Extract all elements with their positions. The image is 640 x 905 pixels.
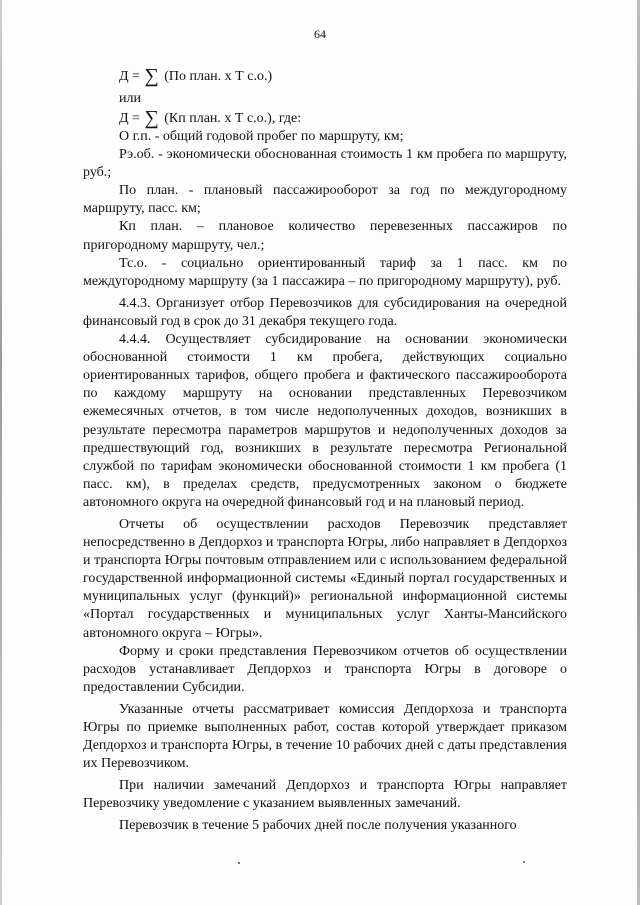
formula-lhs: Д = (119, 111, 140, 126)
paragraph-reports-submission: Отчеты об осуществлении расходов Перевозчик представляет непосредственно в Депдорхоз и транспорта Югры, либо направляет в Депдорхоз и транспорта Югры почтовым отправлением или с использованием федеральной государственной информационной системы «Единый портал государственных и муниципальных услуг (функций)» региональной информационной системы «Портал государственных и муниципальных услуг Ханты-Мансийского автономного округа – Югры». (83, 516, 567, 641)
definition-re-ob: Рэ.об. - экономически обоснованная стоимость 1 км пробега по маршруту, руб.; (83, 147, 567, 181)
page-number: 64 (314, 27, 326, 41)
definition-og-p: О г.п. - общий годовой пробег по маршруту, км; (119, 129, 404, 144)
formula-rhs: (По план. х Т с.о.) (164, 69, 273, 84)
paragraph-report-form: Форму и сроки представления Перевозчиком отчетов об осуществлении расходов устанавливает Депдорхоз и транспорта Югры в договоре о предоставлении Субсидии. (83, 643, 567, 695)
formula-lhs: Д = (119, 69, 140, 84)
scan-edge-left (0, 0, 2, 905)
scan-speck (238, 862, 240, 864)
formula-passenger-km (119, 66, 272, 86)
sum-symbol: ∑ (144, 65, 159, 87)
scan-speck (523, 861, 525, 863)
definition-kp-plan: Кп план. – плановое количество перевезенных пассажиров по пригородному маршруту, чел.; (83, 219, 567, 253)
sum-symbol: ∑ (144, 107, 159, 129)
formula-or-text: или (119, 91, 141, 106)
paragraph-carrier-deadline: Перевозчик в течение 5 рабочих дней после получения указанного (119, 818, 517, 834)
formula-rhs: (Кп план. х Т с.о.), где: (164, 111, 302, 126)
clause-4-4-3: 4.4.3. Организует отбор Перевозчиков для субсидирования на очередной финансовый год в срок до 31 декабря текущего года. (83, 295, 567, 329)
paragraph-remarks: При наличии замечаний Депдорхоз и транспорта Югры направляет Перевозчику уведомление с указанием выявленных замечаний. (83, 778, 567, 812)
formula-passengers (119, 108, 301, 128)
clause-4-4-4: 4.4.4. Осуществляет субсидирование на основании экономически обоснованной стоимости 1 км пробега, действующих социально ориентированных тарифов, общего пробега и фактического пассажирооборота по каждому маршруту на основании представленных Перевозчиком ежемесячных отчетов, в том числе недополученных доходов, возникших в результате пересмотра параметров маршрутов и недополученных доходов за предшествующий год, возникших в результате пересмотра Региональной службой по тарифам экономически обоснованной стоимости 1 км пробега (1 пасс. км), в пределах средств, предусмотренных законом о бюджете автономного округа на очередной финансовый год и на плановый период. (83, 332, 567, 510)
paragraph-report-review: Указанные отчеты рассматривает комиссия Депдорхоза и транспорта Югры по приемке выполненных работ, состав которой утверждает приказом Депдорхоз и транспорта Югры, в течение 10 рабочих дней с даты представления их Перевозчиком. (83, 701, 567, 772)
definition-ts-o: Тс.о. - социально ориентированный тариф за 1 пасс. км по междугородному маршруту (за 1 пассажира – по пригородному маршруту), руб. (83, 255, 567, 289)
definition-po-plan: По план. - плановый пассажирооборот за год по междугородному маршруту, пасс. км; (83, 183, 567, 217)
document-body (83, 128, 567, 836)
